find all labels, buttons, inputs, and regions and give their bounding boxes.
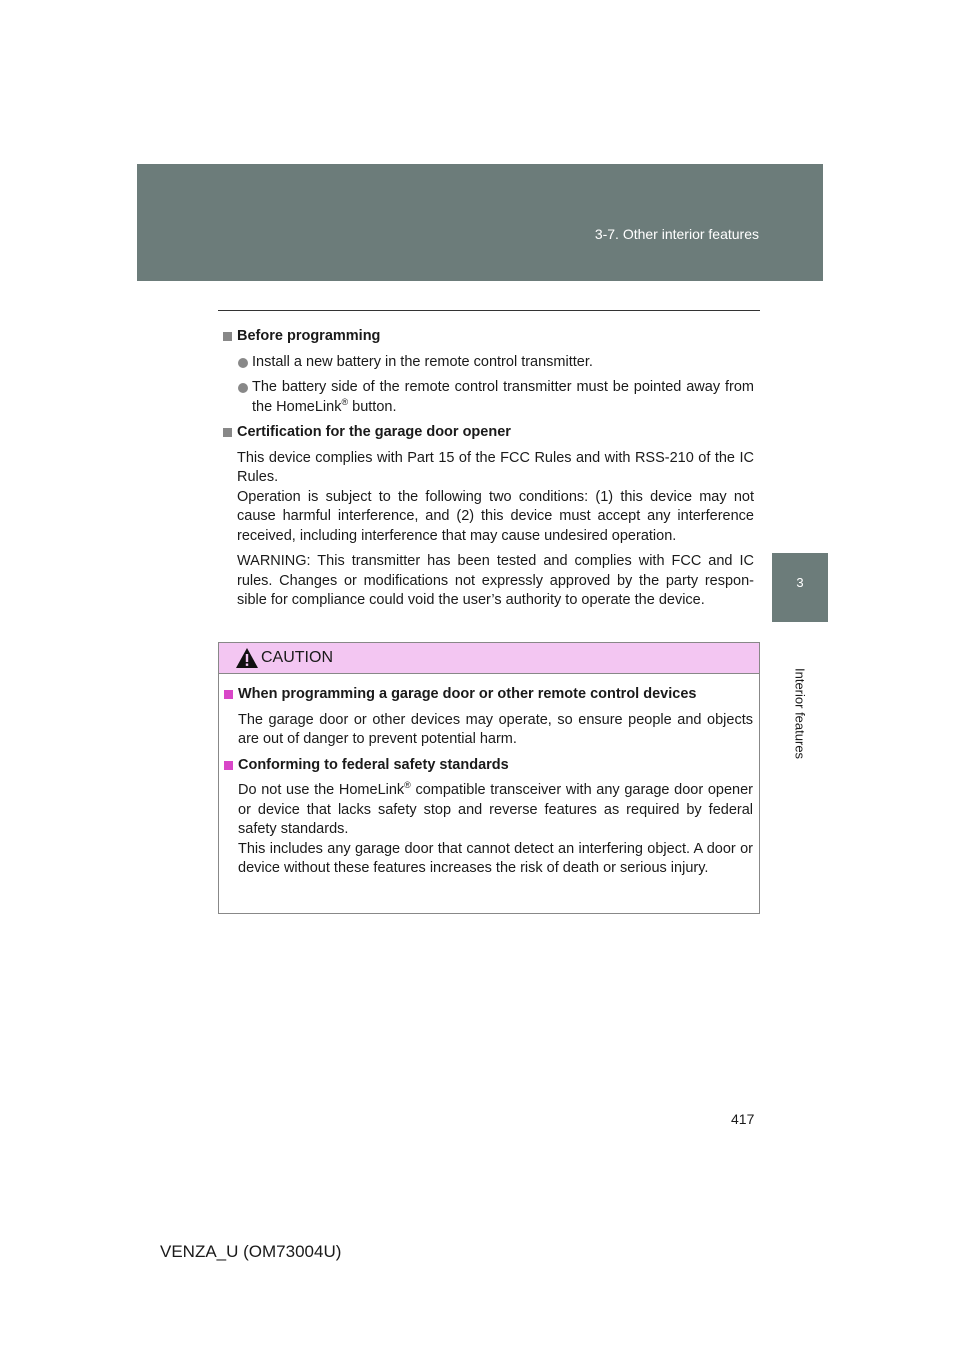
caution-body — [223, 685, 753, 885]
circle-bullet-icon — [238, 383, 248, 393]
top-rule — [218, 310, 760, 311]
heading-before-programming: Before programming — [222, 327, 754, 347]
paragraph: This device complies with Part 15 of the FCC Rules and with RSS-210 of the IC Rules. — [237, 449, 754, 485]
square-bullet-icon — [223, 332, 232, 341]
list-item: Install a new battery in the remote control transmitter. — [222, 353, 754, 373]
paragraph: The garage door or other devices may operate, so ensure people and objects are out of danger to prevent potential harm. — [238, 711, 753, 747]
chapter-tab[interactable] — [772, 553, 828, 622]
main-content — [222, 327, 754, 617]
square-bullet-icon — [224, 761, 233, 770]
square-bullet-icon — [224, 690, 233, 699]
page-number: 417 — [731, 1111, 755, 1127]
footer-model-code: VENZA_U (OM73004U) — [160, 1242, 342, 1261]
caution-title: CAUTION — [261, 649, 333, 666]
chapter-label: Interior features — [792, 668, 808, 760]
caution-heading-standards: Conforming to federal safety standards — [223, 756, 753, 776]
paragraph: Do not use the HomeLink® compatible transceiver with any garage door opener or device that lacks safety stop and reverse features as required by federal safety standards. — [238, 780, 753, 837]
warning-icon — [235, 647, 259, 669]
paragraph: WARNING: This transmitter has been tested and complies with FCC and IC rules. Changes or modifications not expressly approved by the party respon-sible for compliance could void the user’s authority to operate the device. — [237, 553, 754, 608]
caution-box — [218, 642, 760, 914]
square-bullet-icon — [223, 428, 232, 437]
header-bar — [137, 164, 823, 281]
circle-bullet-icon — [238, 358, 248, 368]
section-title: 3-7. Other interior features — [594, 226, 759, 242]
caution-header — [219, 643, 759, 674]
list-item: The battery side of the remote control transmitter must be pointed away from the HomeLink® button. — [222, 378, 754, 417]
chapter-number: 3 — [796, 575, 804, 590]
paragraph: Operation is subject to the following two conditions: (1) this device may not cause harmful interference, and (2) this device must accept any interference received, including interference that may cause undesired operation. — [237, 488, 754, 544]
heading-certification: Certification for the garage door opener — [222, 423, 754, 443]
paragraph: This includes any garage door that cannot detect an interfering object. A door or device without these features increases the risk of death or serious injury. — [238, 840, 753, 876]
caution-heading-programming: When programming a garage door or other remote control devices — [223, 685, 753, 705]
